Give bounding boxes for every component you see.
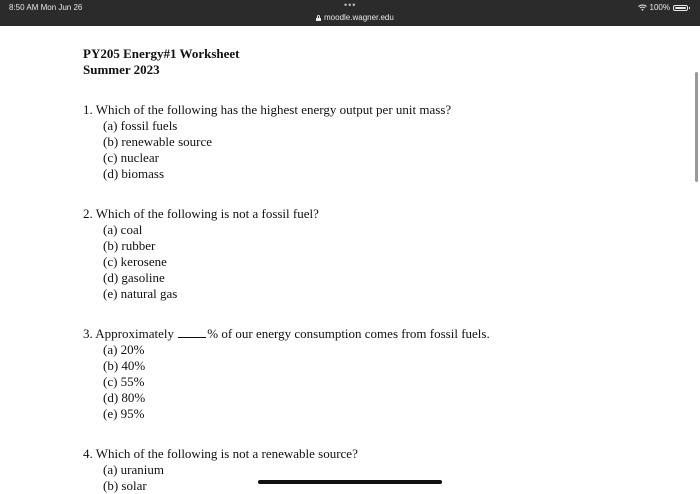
option: (b) renewable source — [103, 134, 212, 149]
tab-menu-dots[interactable]: ••• — [344, 0, 357, 10]
option: (c) 55% — [103, 374, 145, 389]
answer-blank — [178, 326, 206, 338]
question-prompt: 2. Which of the following is not a fossil fuel? — [83, 206, 319, 221]
prompt-before: 3. Approximately — [83, 326, 178, 341]
wifi-icon — [638, 4, 647, 11]
status-time: 8:50 AM Mon Jun 26 — [9, 3, 83, 12]
option: (c) kerosene — [103, 254, 167, 269]
option: (a) uranium — [103, 462, 165, 477]
scrollbar[interactable] — [695, 72, 698, 182]
option: (a) coal — [103, 222, 143, 237]
option: (a) fossil fuels — [103, 118, 178, 133]
url-text: moodle.wagner.edu — [324, 13, 394, 22]
battery-percent: 100% — [649, 3, 670, 12]
home-indicator[interactable] — [258, 480, 442, 484]
option: (b) solar — [103, 478, 147, 493]
question-prompt — [83, 326, 490, 342]
address-bar[interactable] — [316, 13, 394, 22]
option: (e) 95% — [103, 406, 145, 421]
option: (e) natural gas — [103, 286, 178, 301]
title-line-1: PY205 Energy#1 Worksheet — [83, 46, 240, 61]
question-prompt: 1. Which of the following has the highest energy output per unit mass? — [83, 102, 452, 117]
option: (d) 80% — [103, 390, 146, 405]
status-indicators — [638, 3, 688, 12]
question-3 — [83, 326, 490, 422]
status-bar — [0, 0, 700, 26]
prompt-after: % of our energy consumption comes from fossil fuels. — [207, 326, 490, 341]
option: (d) gasoline — [103, 270, 165, 285]
option: (c) nuclear — [103, 150, 159, 165]
question-2 — [83, 206, 319, 302]
option: (b) 40% — [103, 358, 146, 373]
option: (b) rubber — [103, 238, 156, 253]
question-4 — [83, 446, 358, 494]
battery-icon — [673, 5, 688, 11]
title-line-2: Summer 2023 — [83, 62, 160, 77]
worksheet-document[interactable] — [0, 26, 700, 493]
question-prompt: 4. Which of the following is not a renewable source? — [83, 446, 358, 461]
option: (d) biomass — [103, 166, 165, 181]
question-1 — [83, 102, 451, 182]
worksheet-title — [83, 46, 239, 78]
option: (a) 20% — [103, 342, 145, 357]
lock-icon — [316, 15, 321, 21]
